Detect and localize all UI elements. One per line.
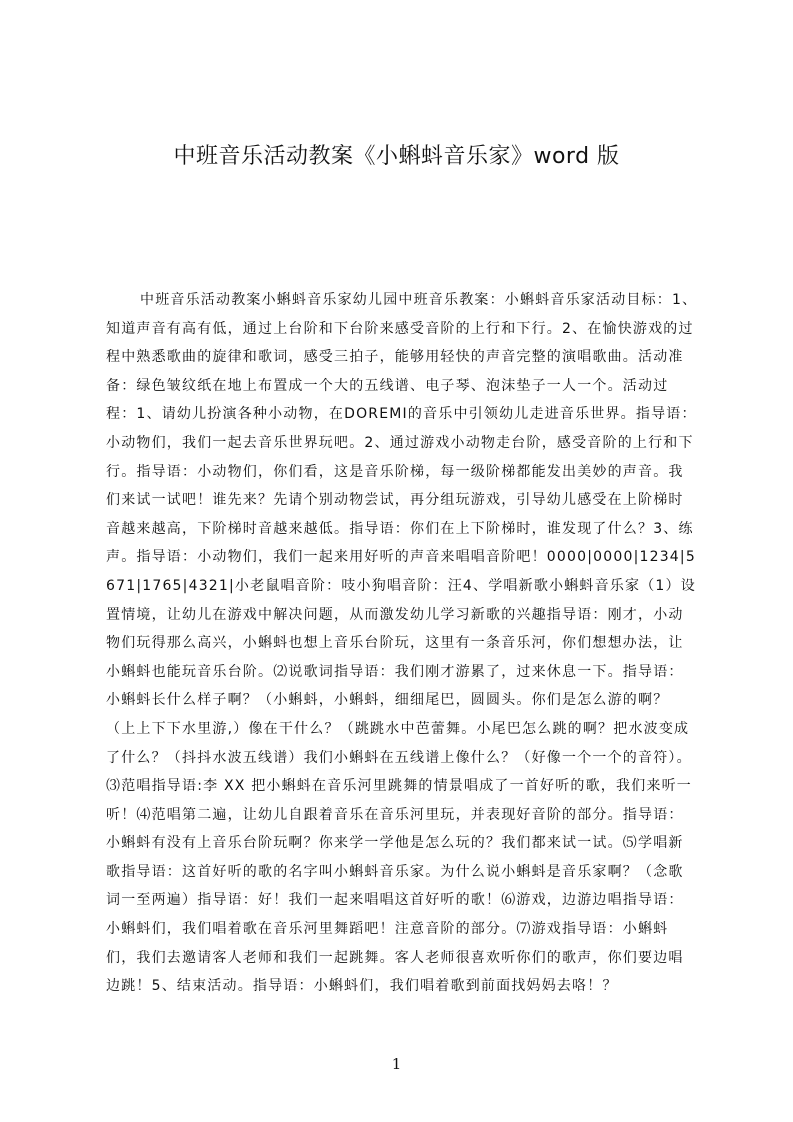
document-title: 中班音乐活动教案《小蝌蚪音乐家》word 版: [173, 144, 620, 169]
document-body-paragraph: 中班音乐活动教案小蝌蚪音乐家幼儿园中班音乐教案：小蝌蚪音乐家活动目标：1、知道声音有高有低，通过上台阶和下台阶来感受音阶的上行和下行。2、在愉快游戏的过程中熟悉歌曲的旋律和歌词，感受三拍子，能够用轻快的声音完整的演唱歌曲。活动准备：绿色皱纹纸在地上布置成一个大的五线谱、电子琴、泡沫垫子一人一个。活动过程：1、请幼儿扮演各种小动物，在DOREMI的音乐中引领幼儿走进音乐世界。指导语：小动物们，我们一起去音乐世界玩吧。2、通过游戏小动物走台阶，感受音阶的上行和下行。指导语：小动物们，你们看，这是音乐阶梯，每一级阶梯都能发出美妙的声音。我们来试一试吧！谁先来？先请个别动物尝试，再分组玩游戏，引导幼儿感受在上阶梯时音越来越高，下阶梯时音越来越低。指导语：你们在上下阶梯时，谁发现了什么？3、练声。指导语：小动物们，我们一起来用好听的声音来唱唱音阶吧！0000|0000|1234|5671|1765|4321|小老鼠唱音阶：吱小狗唱音阶：汪4、学唱新歌小蝌蚪音乐家（1）设置情境，让幼儿在游戏中解决问题，从而激发幼儿学习新歌的兴趣指导语：刚才，小动物们玩得那么高兴，小蝌蚪也想上音乐台阶玩，这里有一条音乐河，你们想想办法，让小蝌蚪也能玩音乐台阶。⑵说歌词指导语：我们刚才游累了，过来休息一下。指导语：小蝌蚪长什么样子啊？（小蝌蚪，小蝌蚪，细细尾巴，圆圆头。你们是怎么游的啊？（上上下下水里游,）像在干什么？（跳跳水中芭蕾舞。小尾巴怎么跳的啊？把水波变成了什么？（抖抖水波五线谱）我们小蝌蚪在五线谱上像什么？（好像一个一个的音符）。⑶范唱指导语:李 XX 把小蝌蚪在音乐河里跳舞的情景唱成了一首好听的歌，我们来听一听！⑷范唱第二遍，让幼儿自跟着音乐在音乐河里玩，并表现好音阶的部分。指导语：小蝌蚪有没有上音乐台阶玩啊？你来学一学他是怎么玩的？我们都来试一试。⑸学唱新歌指导语：这首好听的歌的名字叫小蝌蚪音乐家。为什么说小蝌蚪是音乐家啊？（念歌词一至两遍）指导语：好！我们一起来唱唱这首好听的歌！⑹游戏，边游边唱指导语：小蝌蚪们，我们唱着歌在音乐河里舞蹈吧！注意音阶的部分。⑺游戏指导语：小蝌蚪们，我们去邀请客人老师和我们一起跳舞。客人老师很喜欢听你们的歌声，你们要边唱边跳！5、结束活动。指导语：小蝌蚪们，我们唱着歌到前面找妈妈去咯！？: [106, 292, 698, 995]
page-number: 1: [391, 1055, 402, 1073]
